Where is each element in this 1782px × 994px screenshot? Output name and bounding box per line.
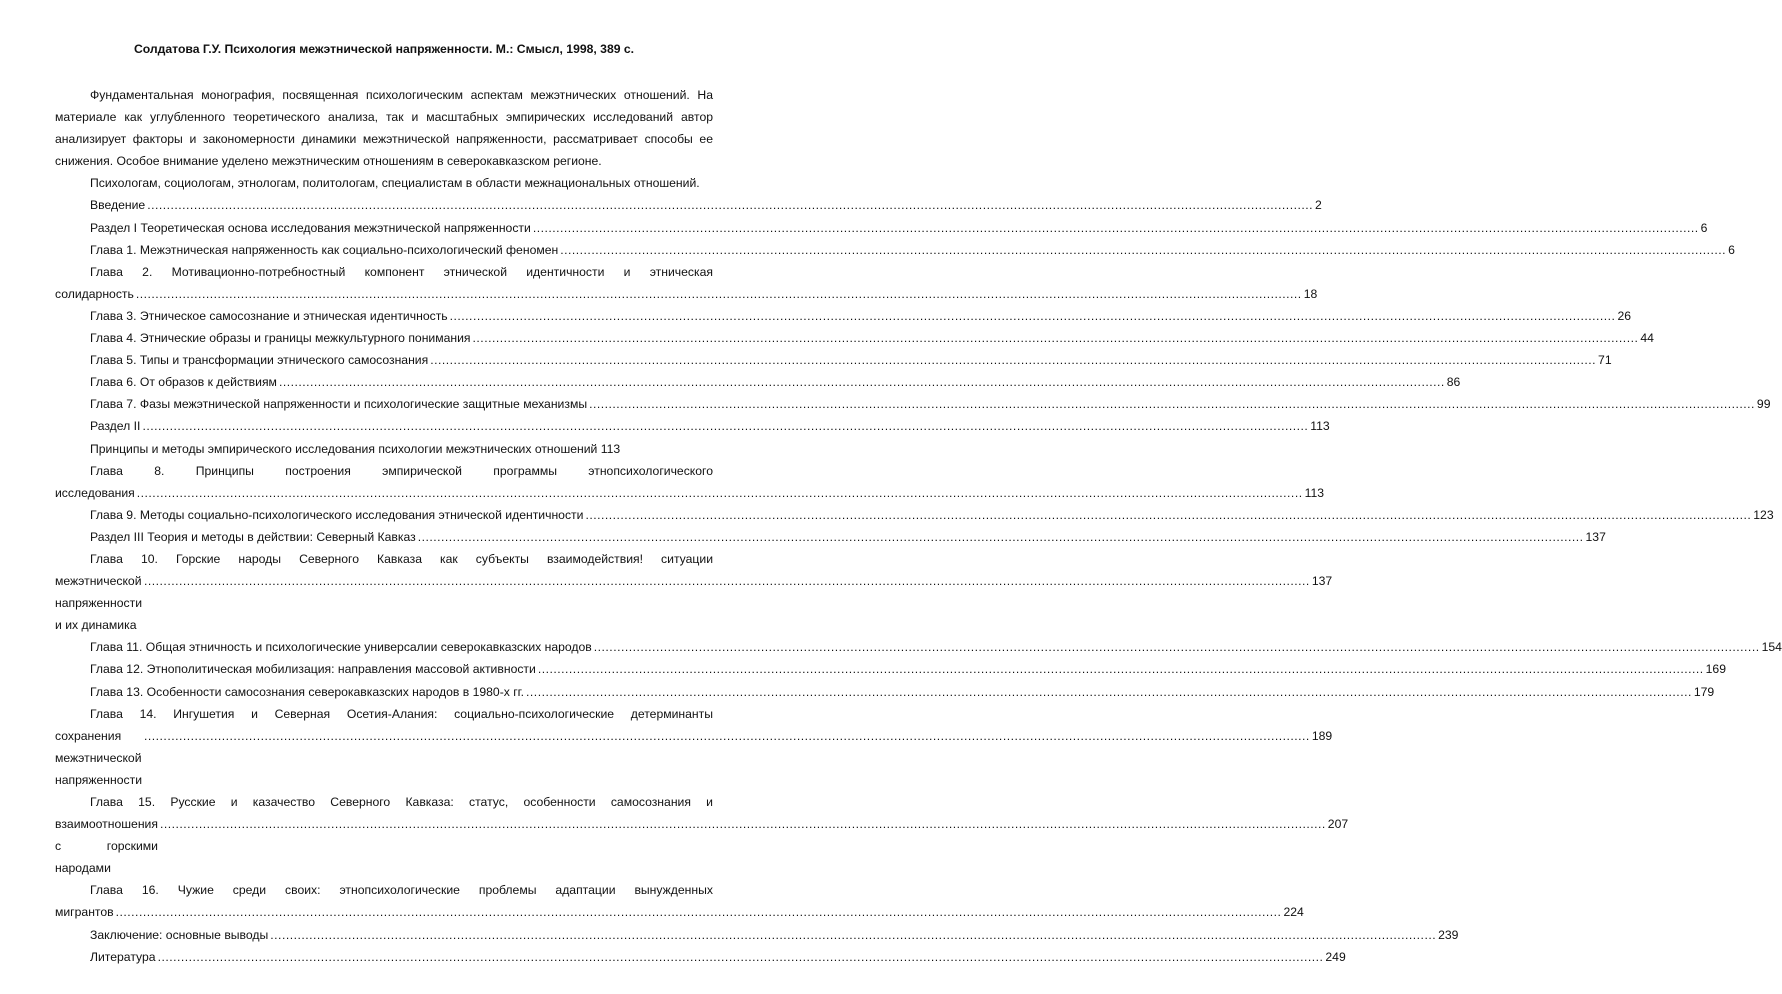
toc-entry-text-continued: солидарность	[55, 286, 134, 301]
toc-entry	[55, 393, 1771, 415]
leader-dots: ............................................................................................................................................................................................................................................................................................................	[136, 485, 1303, 500]
toc-entry	[55, 217, 1708, 239]
leader-dots: ............................................................................................................................................................................................................................................................................................................	[135, 286, 1302, 301]
toc-page-number: 113	[1310, 419, 1330, 434]
toc-entry	[55, 239, 1735, 261]
toc-page-number: 239	[1438, 927, 1459, 942]
toc-entry-text-continued: межэтнической напряженности и их динамика	[55, 574, 143, 633]
leader-dots: ............................................................................................................................................................................................................................................................................................................	[560, 242, 1727, 257]
toc-page-number: 154	[1761, 640, 1782, 655]
toc-entry	[55, 504, 1774, 526]
toc-entry-text: Глава 16. Чужие среди своих: этнопсихологические проблемы адаптации вынужденных	[90, 883, 713, 898]
toc-entry-text: Раздел I Теоретическая основа исследования межэтнической напряженности	[90, 217, 531, 239]
leader-dots: ............................................................................................................................................................................................................................................................................................................	[142, 419, 1309, 434]
leader-dots: ............................................................................................................................................................................................................................................................................................................	[417, 529, 1584, 544]
toc-entry-text: Глава 10. Горские народы Северного Кавказа как субъекты взаимодействия! ситуации	[90, 551, 713, 566]
toc-page-number: 113	[1304, 485, 1325, 500]
leader-dots: ............................................................................................................................................................................................................................................................................................................	[526, 684, 1692, 699]
audience-paragraph: Психологам, социологам, этнологам, политологам, специалистам в области межнациональных отношений.	[90, 176, 700, 191]
toc-entry-text: Глава 1. Межэтническая напряженность как социально-психологический феномен	[90, 239, 558, 261]
toc-entry-text-continued: сохранения межэтнической напряженности	[55, 728, 143, 787]
toc-entry-text: Глава 2. Мотивационно-потребностный компонент этнической идентичности и этническая	[90, 264, 713, 279]
leader-dots: ............................................................................................................................................................................................................................................................................................................	[144, 574, 1310, 589]
toc-page-number: 224	[1283, 905, 1304, 920]
toc-entry	[55, 946, 1346, 968]
toc-entry-text: Глава 5. Типы и трансформации этнического самосознания	[90, 349, 428, 371]
toc-entry-text-continued: исследования	[55, 485, 135, 500]
toc-page-number: 249	[1325, 949, 1346, 964]
toc-entry-text: Литература	[90, 946, 156, 968]
toc-entry-text: Введение	[90, 194, 145, 216]
leader-dots: ............................................................................................................................................................................................................................................................................................................	[593, 640, 1760, 655]
toc-entry	[55, 438, 713, 460]
toc-page-number: 99	[1756, 397, 1771, 412]
toc-entry-text-continued: мигрантов	[55, 905, 114, 920]
toc-entry	[55, 327, 1654, 349]
toc-entry-text: Принципы и методы эмпирического исследования психологии межэтнических отношений 113	[90, 441, 621, 456]
toc-entry	[55, 194, 1322, 216]
toc-page-number: 26	[1617, 308, 1632, 323]
toc-entry	[55, 261, 1318, 305]
toc-entry-text: Раздел II	[90, 415, 140, 437]
toc-entry	[55, 460, 1325, 504]
toc-page-number: 2	[1315, 198, 1322, 213]
leader-dots: ............................................................................................................................................................................................................................................................................................................	[449, 308, 1616, 323]
abstract-paragraph: Фундаментальная монография, посвященная психологическим аспектам межэтнических отношений. На материале как углубленного теоретического анализа, так и масштабных эмпирических исследований автор анализирует факторы и закономерности динамики межэтнической напряженности, рассматривает способы ее снижения. Особое внимание уделено межэтническим отношениям в северокавказском регионе.	[55, 88, 713, 169]
leader-dots: ............................................................................................................................................................................................................................................................................................................	[472, 331, 1639, 346]
leader-dots: ............................................................................................................................................................................................................................................................................................................	[270, 927, 1437, 942]
toc-page-number: 18	[1303, 286, 1318, 301]
toc-page-number: 169	[1705, 662, 1726, 677]
toc-page-number: 137	[1311, 574, 1333, 589]
leader-dots: ............................................................................................................................................................................................................................................................................................................	[430, 353, 1597, 368]
toc-entry	[55, 526, 1606, 548]
leader-dots: ............................................................................................................................................................................................................................................................................................................	[144, 728, 1310, 743]
toc-page-number: 123	[1753, 507, 1774, 522]
toc-entry-text: Глава 4. Этнические образы и границы межкультурного понимания	[90, 327, 471, 349]
toc-page-number: 189	[1311, 728, 1333, 743]
toc-entry	[55, 658, 1726, 680]
leader-dots: ............................................................................................................................................................................................................................................................................................................	[157, 949, 1324, 964]
toc-entry	[55, 636, 1782, 658]
toc-page-number: 6	[1700, 220, 1708, 235]
document-title: Солдатова Г.У. Психология межэтнической напряженности. М.: Смысл, 1998, 389 с.	[133, 42, 635, 56]
toc-entry-text: Глава 12. Этнополитическая мобилизация: направления массовой активности	[90, 658, 536, 680]
table-of-contents	[55, 194, 1782, 967]
leader-dots: ............................................................................................................................................................................................................................................................................................................	[537, 662, 1704, 677]
toc-entry	[55, 879, 1304, 923]
toc-entry	[55, 548, 1333, 636]
leader-dots: ............................................................................................................................................................................................................................................................................................................	[147, 198, 1314, 213]
leader-dots: ............................................................................................................................................................................................................................................................................................................	[585, 507, 1752, 522]
toc-entry-text: Глава 9. Методы социально-психологического исследования этнической идентичности	[90, 504, 583, 526]
leader-dots: ............................................................................................................................................................................................................................................................................................................	[278, 375, 1445, 390]
toc-entry	[55, 349, 1612, 371]
document-page	[55, 38, 1782, 968]
toc-page-number: 137	[1585, 529, 1606, 544]
toc-page-number: 86	[1446, 375, 1461, 390]
toc-entry	[55, 305, 1632, 327]
toc-entry	[55, 924, 1459, 946]
toc-entry	[55, 371, 1461, 393]
toc-entry-text: Раздел III Теория и методы в действии: Северный Кавказ	[90, 526, 416, 548]
leader-dots: ............................................................................................................................................................................................................................................................................................................	[159, 817, 1326, 832]
leader-dots: ............................................................................................................................................................................................................................................................................................................	[532, 220, 1699, 235]
toc-entry	[55, 415, 1330, 437]
toc-page-number: 71	[1598, 353, 1612, 368]
toc-entry-text: Глава 8. Принципы построения эмпирической программы этнопсихологического	[90, 463, 713, 478]
toc-entry-text: Заключение: основные выводы	[90, 924, 268, 946]
toc-entry-text-continued: взаимоотношения с горскими народами	[55, 817, 158, 876]
toc-entry-text: Глава 6. От образов к действиям	[90, 371, 277, 393]
leader-dots: ............................................................................................................................................................................................................................................................................................................	[115, 905, 1282, 920]
toc-entry	[55, 681, 1715, 703]
toc-entry-text: Глава 15. Русские и казачество Северного Кавказа: статус, особенности самосознания и	[90, 795, 713, 809]
toc-page-number: 44	[1640, 331, 1654, 346]
toc-entry	[55, 791, 1349, 879]
toc-entry	[55, 703, 1333, 791]
leader-dots: ............................................................................................................................................................................................................................................................................................................	[589, 397, 1755, 412]
toc-page-number: 179	[1693, 684, 1715, 699]
toc-entry-text: Глава 14. Ингушетия и Северная Осетия-Алания: социально-психологические детерминанты	[90, 706, 713, 721]
toc-entry-text: Глава 7. Фазы межэтнической напряженности и психологические защитные механизмы	[90, 393, 587, 415]
toc-entry-text: Глава 3. Этническое самосознание и этническая идентичность	[90, 305, 448, 327]
toc-page-number: 6	[1728, 242, 1735, 257]
toc-entry-text: Глава 13. Особенности самосознания северокавказских народов в 1980-х гг.	[90, 681, 524, 703]
toc-page-number: 207	[1327, 817, 1349, 832]
toc-entry-text: Глава 11. Общая этничность и психологические универсалии северокавказских народов	[90, 636, 592, 658]
